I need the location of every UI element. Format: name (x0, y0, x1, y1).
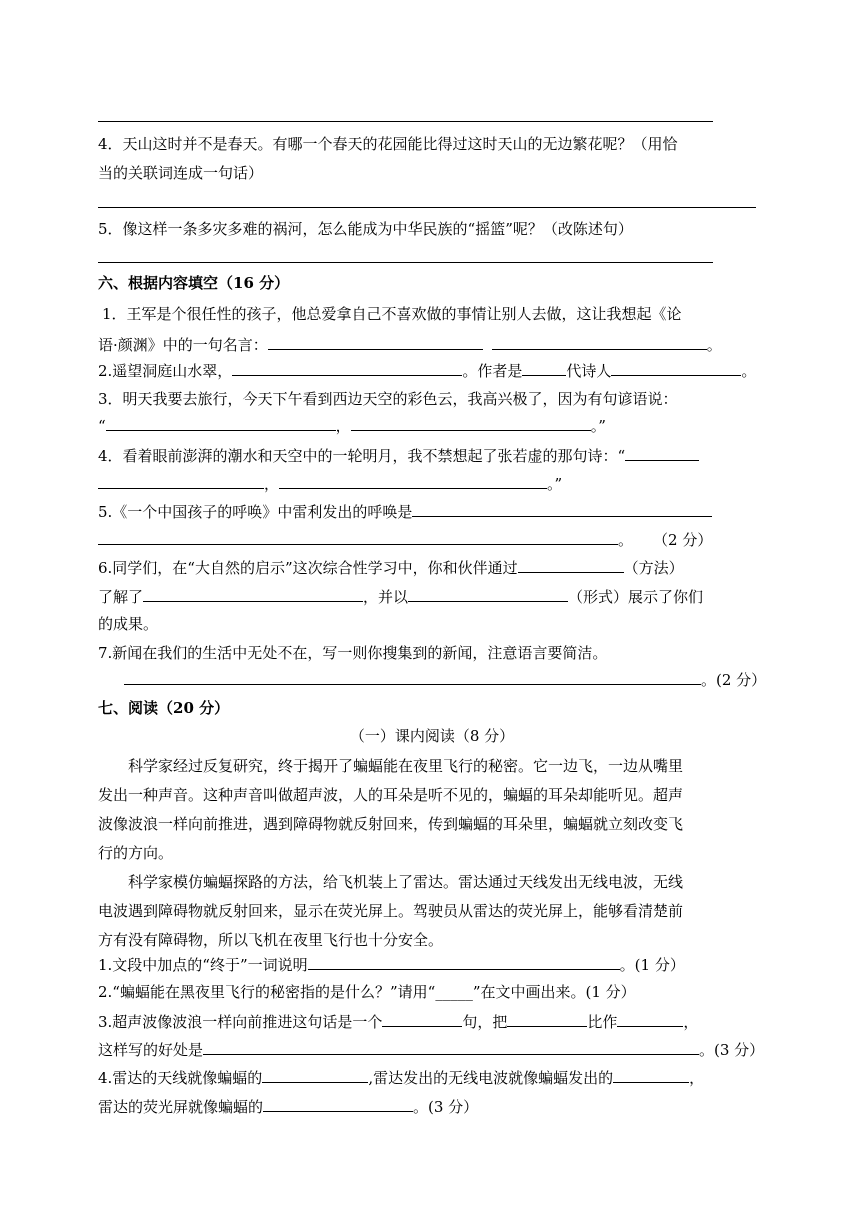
answer-blank[interactable] (308, 953, 620, 970)
s6-item1-text: 语·颜渊》中的一句名言： (98, 336, 268, 354)
s6-item2-text: 2.遥望洞庭山水翠， (98, 362, 233, 380)
answer-blank[interactable] (492, 333, 707, 350)
answer-blank[interactable] (268, 333, 483, 350)
s6-item1-line2 (98, 333, 722, 356)
answer-blank[interactable] (611, 359, 741, 376)
reading-q3-text: 这样写的好处是 (98, 1041, 204, 1059)
s6-item7-line1: 7.新闻在我们的生活中无处不在，写一则你搜集到的新闻，注意语言要简洁。 (98, 644, 608, 662)
s6-item7-line2 (124, 668, 766, 691)
answer-blank[interactable] (408, 585, 568, 602)
s6-item4-text: 4．看着眼前澎湃的潮水和天空中的一轮明月，我不禁想起了张若虚的那句诗：“ (98, 447, 626, 465)
s6-item2 (98, 359, 756, 382)
answer-blank[interactable] (613, 1066, 689, 1083)
answer-blank[interactable] (522, 359, 566, 376)
reading-q3-text: 比作 (587, 1013, 618, 1031)
answer-line[interactable] (98, 121, 713, 122)
answer-blank[interactable] (351, 414, 591, 431)
s6-item3-line2 (98, 414, 606, 437)
reading-q2: 2.“蝙蝠能在黑夜里飞行的秘密指的是什么？”请用“_____”在文中画出来。(1 分） (98, 983, 636, 1001)
punct: 。” (547, 475, 563, 493)
s6-item4-line1 (98, 444, 699, 467)
reading-q1-text: 1.文段中加点的“终于”一词说明 (98, 956, 308, 974)
s6-item5-line2 (98, 528, 712, 551)
punct: 。 (706, 336, 722, 354)
s6-item6-text: 了解了 (98, 588, 144, 606)
score: 。(1 分） (619, 956, 685, 974)
reading-q4-text: 4.雷达的天线就像蝙蝠的 (98, 1069, 263, 1087)
answer-blank[interactable] (98, 472, 264, 489)
answer-blank[interactable] (518, 556, 624, 573)
reading-q1 (98, 953, 685, 976)
score: （2 分） (653, 531, 713, 549)
section-7-title: 七、阅读（20 分） (98, 699, 230, 717)
punct: ， (264, 475, 280, 493)
s6-item3-line1: 3．明天我要去旅行，今天下午看到西边天空的彩色云，我高兴极了，因为有句谚语说： (98, 390, 678, 408)
s6-item2-text: 代诗人 (566, 362, 612, 380)
question-4-line2: 当的关联词连成一句话） (98, 164, 264, 182)
reading-q4-text: 雷达的荧光屏就像蝙蝠的 (98, 1098, 264, 1116)
answer-blank[interactable] (124, 668, 701, 685)
s6-item5-text: 5.《一个中国孩子的呼唤》中雷利发出的呼唤是 (98, 503, 413, 521)
answer-blank[interactable] (263, 1095, 413, 1112)
answer-blank[interactable] (617, 1010, 683, 1027)
s6-item2-text: 。作者是 (462, 362, 523, 380)
reading-q3-line2 (98, 1038, 764, 1061)
section-6-title: 六、根据内容填空（16 分） (98, 274, 290, 292)
s6-item6-text: ，并以 (363, 588, 409, 606)
punct: ， (683, 1013, 699, 1031)
punct: ， (689, 1069, 705, 1087)
punct: 。 (618, 531, 634, 549)
s6-item6-text: 6.同学们，在“大自然的启示”这次综合性学习中，你和伙伴通过 (98, 559, 518, 577)
punct: 。 (741, 362, 757, 380)
answer-blank[interactable] (203, 1038, 699, 1055)
reading-para1-line2: 发出一种声音。这种声音叫做超声波，人的耳朵是听不见的，蝙蝠的耳朵却能听见。超声 (98, 786, 684, 804)
s6-item6-text: （形式）展示了你们 (568, 588, 704, 606)
answer-blank[interactable] (106, 414, 336, 431)
score: 。(3 分） (699, 1041, 765, 1059)
answer-line[interactable] (98, 262, 713, 263)
reading-q3-text: 句，把 (462, 1013, 508, 1031)
reading-para2-line1: 科学家模仿蝙蝠探路的方法，给飞机装上了雷达。雷达通过天线发出无线电波，无线 (128, 873, 684, 891)
answer-blank[interactable] (143, 585, 363, 602)
reading-q3-text: 3.超声波像波浪一样向前推进这句话是一个 (98, 1013, 383, 1031)
section-7-subtitle: （一）课内阅读（8 分） (349, 727, 515, 745)
punct: “ (98, 417, 106, 435)
punct: ， (335, 417, 351, 435)
answer-blank[interactable] (412, 500, 712, 517)
reading-q4-line2 (98, 1095, 478, 1118)
s6-item5-line1 (98, 500, 712, 523)
s6-item4-line2 (98, 472, 562, 495)
answer-blank[interactable] (279, 472, 547, 489)
answer-blank[interactable] (382, 1010, 462, 1027)
s6-item1-line1: 1．王军是个很任性的孩子，他总爱拿自己不喜欢做的事情让别人去做，这让我想起《论 (102, 305, 682, 323)
answer-blank[interactable] (625, 444, 699, 461)
answer-blank[interactable] (232, 359, 462, 376)
s6-item6-text: （方法） (623, 559, 684, 577)
reading-q4-text: ,雷达发出的无线电波就像蝙蝠发出的 (368, 1069, 614, 1087)
answer-blank[interactable] (98, 528, 618, 545)
answer-blank[interactable] (262, 1066, 368, 1083)
reading-q4-line1 (98, 1066, 704, 1089)
s6-item6-line2 (98, 585, 703, 608)
s6-item6-line3: 的成果。 (98, 615, 159, 633)
reading-para2-line2: 电波遇到障碍物就反射回来，显示在荧光屏上。驾驶员从雷达的荧光屏上，能够看清楚前 (98, 902, 684, 920)
reading-para1-line1: 科学家经过反复研究，终于揭开了蝙蝠能在夜里飞行的秘密。它一边飞，一边从嘴里 (128, 757, 684, 775)
reading-para1-line4: 行的方向。 (98, 844, 174, 862)
question-5: 5．像这样一条多灾多难的祸河，怎么能成为中华民族的“摇篮”呢？（改陈述句） (98, 220, 633, 238)
reading-para2-line3: 方有没有障碍物，所以飞机在夜里飞行也十分安全。 (98, 931, 444, 949)
answer-line[interactable] (98, 207, 756, 208)
reading-para1-line3: 波像波浪一样向前推进，遇到障碍物就反射回来，传到蝙蝠的耳朵里，蝙蝠就立刻改变飞 (98, 815, 684, 833)
answer-blank[interactable] (507, 1010, 587, 1027)
score: 。(3 分） (413, 1098, 479, 1116)
question-4-line1: 4．天山这时并不是春天。有哪一个春天的花园能比得过这时天山的无边繁花呢？（用恰 (98, 135, 678, 153)
score: 。(2 分） (701, 671, 767, 689)
punct: 。” (590, 417, 606, 435)
s6-item6-line1 (98, 556, 684, 579)
reading-q3-line1 (98, 1010, 698, 1033)
